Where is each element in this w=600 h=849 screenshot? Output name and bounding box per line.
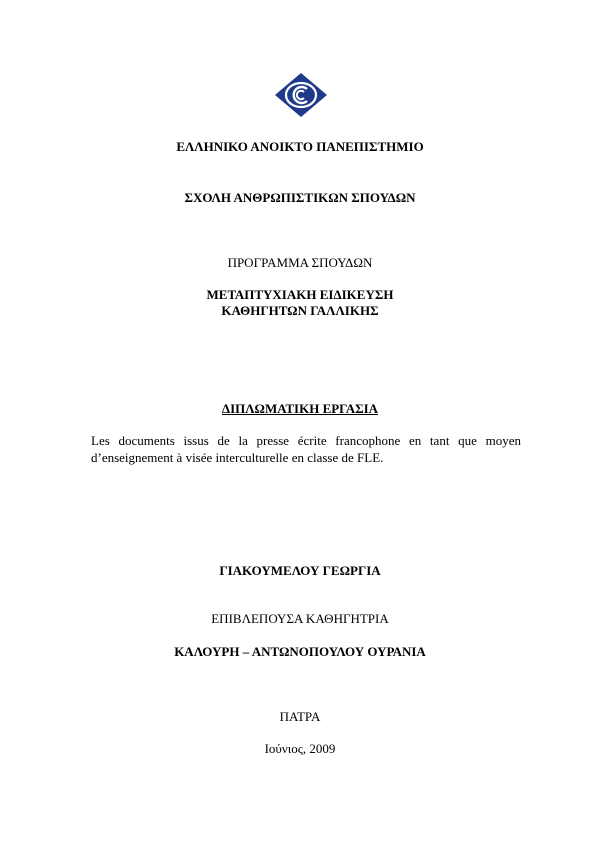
date: Ιούνιος, 2009 (264, 741, 336, 756)
city: ΠΑΤΡΑ (279, 709, 321, 724)
thesis-title-line2: d’enseignement à visée interculturelle en classe de FLE. (91, 450, 384, 465)
thesis-title-line1: Les documents issus de la presse écrite francophone en tant que moyen (91, 433, 521, 448)
school-name: ΣΧΟΛΗ ΑΝΘΡΩΠΙΣΤΙΚΩΝ ΣΠΟΥΔΩΝ (184, 190, 416, 205)
university-name: ΕΛΛΗΝΙΚΟ ΑΝΟΙΚΤΟ ΠΑΝΕΠΙΣΤΗΜΙΟ (176, 139, 424, 154)
program-label: ΠΡΟΓΡΑΜΜΑ ΣΠΟΥΔΩΝ (227, 255, 373, 270)
author-name: ΓΙΑΚΟΥΜΕΛΟΥ ΓΕΩΡΓΙΑ (219, 563, 381, 578)
program-name-line2: ΚΑΘΗΓΗΤΩΝ ΓΑΛΛΙΚΗΣ (221, 303, 379, 318)
supervisor-label: ΕΠΙΒΛΕΠΟΥΣΑ ΚΑΘΗΓΗΤΡΙΑ (211, 611, 389, 626)
program-name-line1: ΜΕΤΑΠΤΥΧΙΑΚΗ ΕΙΔΙΚΕΥΣΗ (206, 287, 394, 302)
supervisor-name: ΚΑΛΟΥΡΗ – ΑΝΤΩΝΟΠΟΥΛΟΥ ΟΥΡΑΝΙΑ (174, 644, 426, 659)
thesis-title (91, 432, 521, 466)
university-logo-icon (274, 72, 328, 118)
thesis-type: ΔΙΠΛΩΜΑΤΙΚΗ ΕΡΓΑΣΙΑ (221, 401, 379, 416)
